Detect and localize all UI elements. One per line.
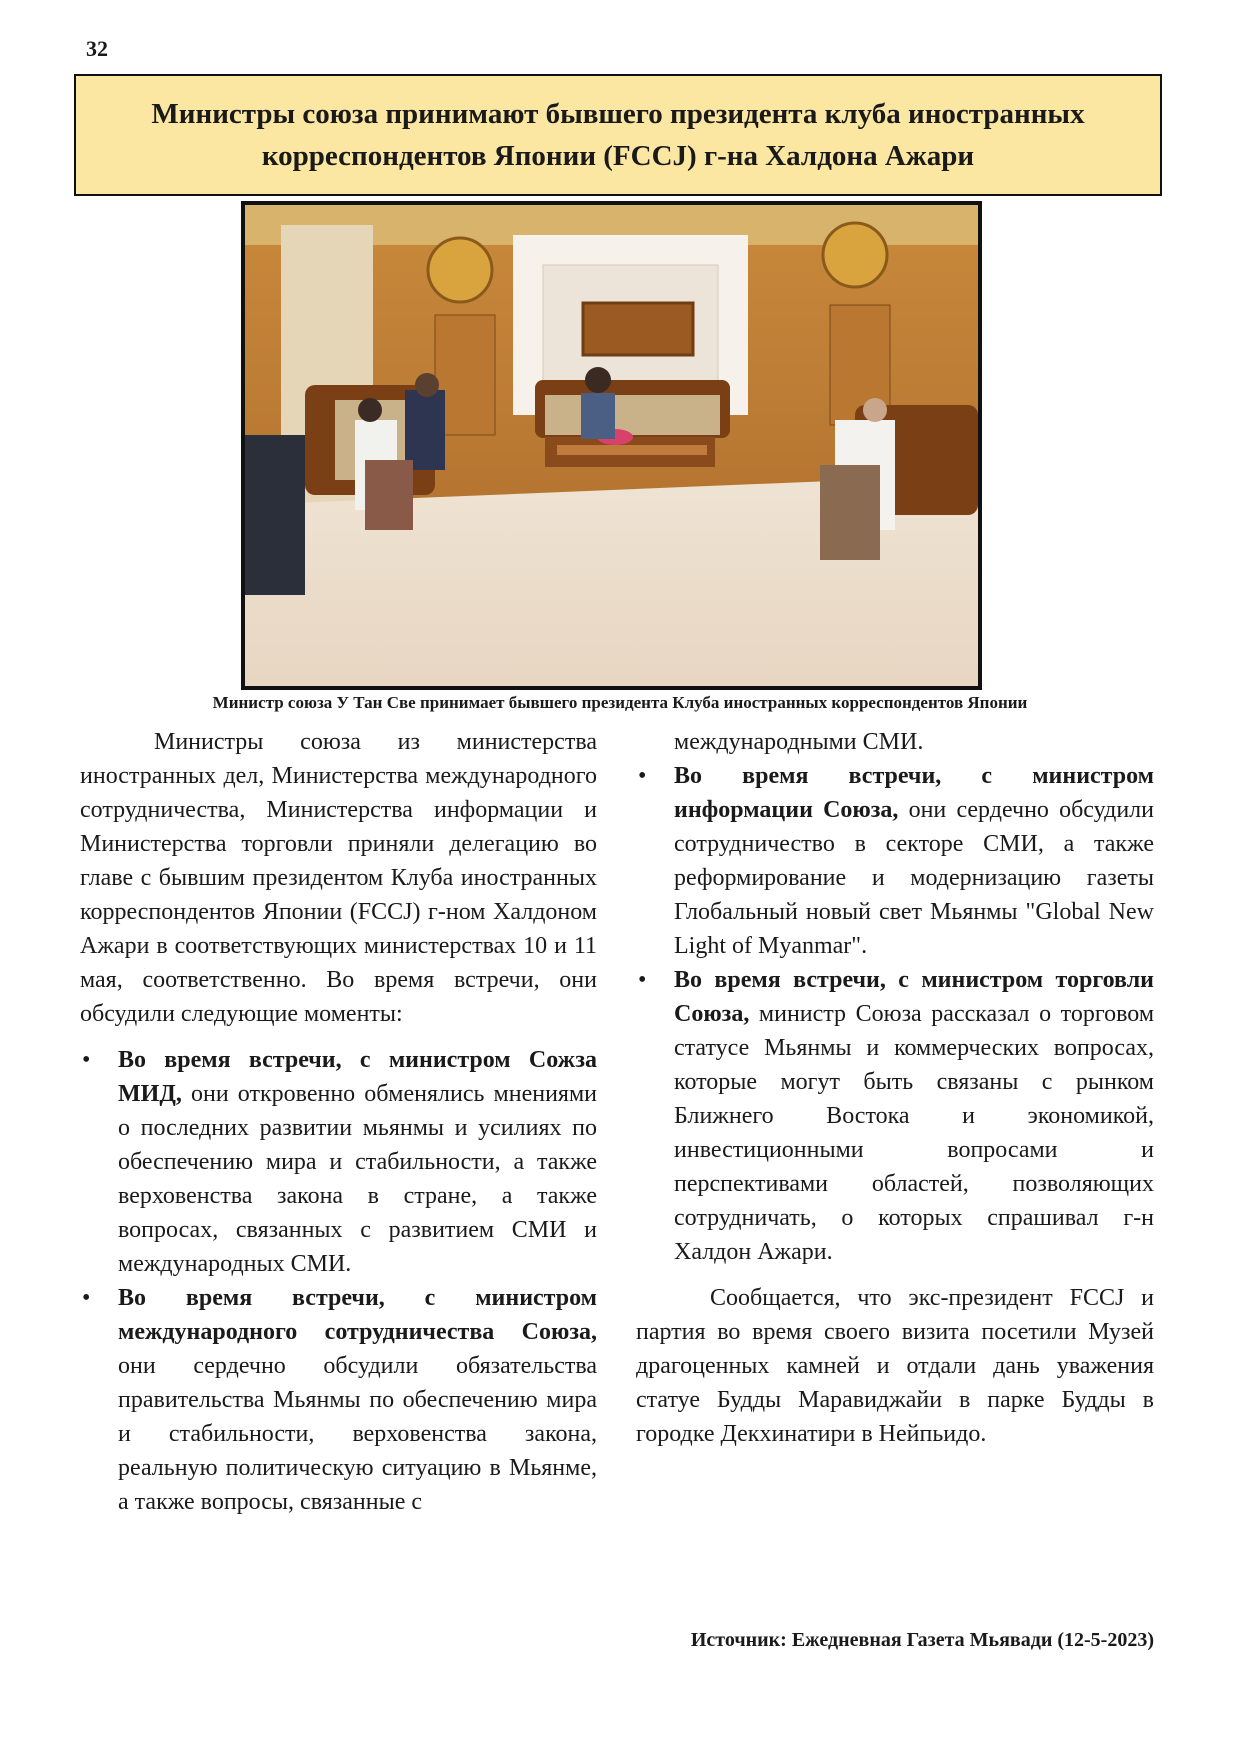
list-item-bold-lead: Во время встречи, с министром международного сотрудничества Союза, <box>118 1285 597 1345</box>
bullet-icon: • <box>638 967 647 993</box>
list-item <box>80 1043 597 1281</box>
list-item-bold-lead: Во время встречи, с министром Сожза МИД, <box>118 1047 597 1107</box>
intro-paragraph: Министры союза из министерства иностранных дел, Министерства международного сотрудничества, Министерства информации и Министерства торговли приняли делегацию во главе с бывшим президентом Клуба иностранных корреспондентов Японии (FCCJ) г-ном Халдоном Ажари в соответствующих министерствах 10 и 11 мая, соответственно. Во время встречи, они обсудили следующие моменты: <box>80 729 597 1027</box>
meeting-room-photo <box>245 205 978 686</box>
bullet-icon: • <box>82 1285 91 1311</box>
article-title-box <box>74 74 1162 196</box>
list-item-text: они сердечно обсудили обязательства правительства Мьянмы по обеспечению мира и стабильности, верховенства закона, реальную политическую ситуацию в Мьянме, а также вопросы, связанные с <box>118 1353 597 1515</box>
list-item <box>636 963 1154 1269</box>
meeting-points-list-left <box>80 1043 597 1519</box>
list-item-text: они откровенно обменялись мнениями о последних развитии мьянмы и усилиях по обеспечению мира и стабильности, а также верховенства закона в стране, а также вопросах, связанных с развитием СМИ и международных СМИ. <box>118 1081 597 1277</box>
list-item-text: международными СМИ. <box>674 729 924 755</box>
photo-caption: Министр союза У Тан Све принимает бывшего президента Клуба иностранных корреспондентов Японии <box>212 693 1028 712</box>
page-number: 32 <box>86 36 108 61</box>
article-photo <box>241 201 982 690</box>
list-item-bold-lead: Во время встречи, с министром торговли Союза, <box>674 967 1154 1027</box>
right-column <box>636 725 1154 1451</box>
left-column <box>80 725 597 1519</box>
list-item <box>636 759 1154 963</box>
list-item-continuation <box>636 725 1154 759</box>
article-title: Министры союза принимают бывшего президента клуба иностранных корреспондентов Японии (FCCJ) г-на Халдона Ажари <box>151 98 1085 172</box>
list-item-text: они сердечно обсудили сотрудничество в секторе СМИ, а также реформирование и модернизацию газеты Глобальный новый свет Мьянмы "Global New Light of Myanmar". <box>674 797 1154 959</box>
closing-paragraph: Сообщается, что экс-президент FCCJ и партия во время своего визита посетили Музей драгоценных камней и отдали дань уважения статуе Будды Маравиджайи в парке Будды в городке Декхинатири в Нейпьидо. <box>636 1285 1154 1447</box>
source-credit: Источник: Ежедневная Газета Мьявади (12-5-2023) <box>690 1629 1154 1651</box>
list-item-text: министр Союза рассказал о торговом статусе Мьянмы и коммерческих вопросах, которые могут быть связаны с рынком Ближнего Востока и экономикой, инвестиционными вопросами и перспективами областей, позволяющих сотрудничать, о которых спрашивал г-н Халдон Ажари. <box>674 1001 1154 1265</box>
list-item <box>80 1281 597 1519</box>
meeting-points-list-right <box>636 725 1154 1269</box>
bullet-icon: • <box>82 1047 91 1073</box>
list-item-bold-lead: Во время встречи, с министром информации Союза, <box>674 763 1154 823</box>
bullet-icon: • <box>638 763 647 789</box>
